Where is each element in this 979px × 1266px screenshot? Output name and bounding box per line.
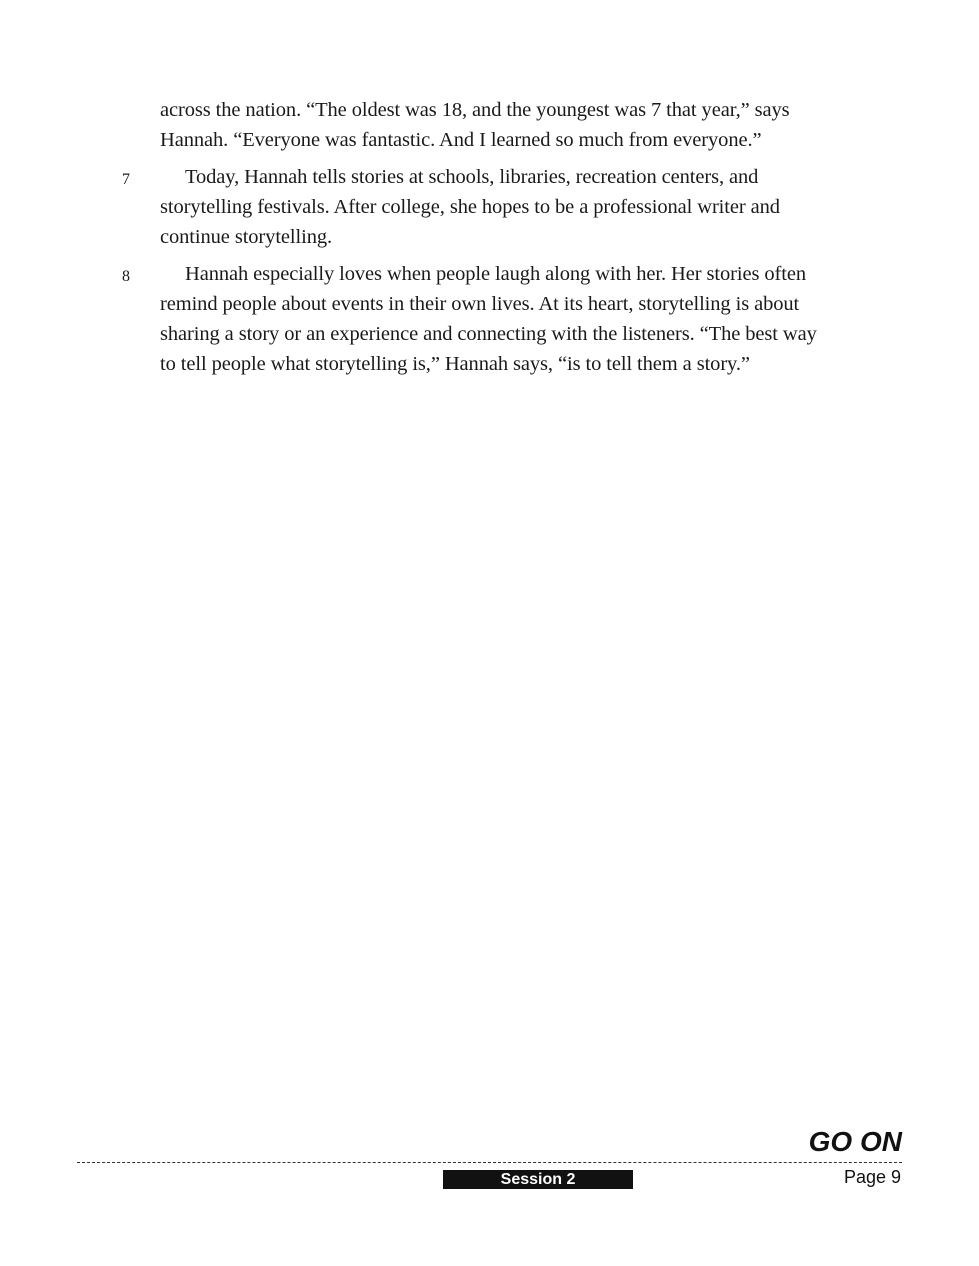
session-badge: Session 2 [443, 1170, 633, 1189]
go-on-label: GO ON [808, 1126, 902, 1157]
footer-divider [77, 1162, 902, 1163]
reading-passage [0, 95, 979, 386]
page-number: Page 9 [843, 1167, 901, 1187]
paragraph-text: Today, Hannah tells stories at schools, libraries, recreation centers, and storytelling festivals. After college, she hopes to be a professional writer and continue storytelling. [160, 166, 780, 248]
paragraph-continued [0, 95, 979, 155]
paragraph-8 [0, 259, 979, 379]
paragraph-text: across the nation. “The oldest was 18, and the youngest was 7 that year,” says Hannah. “Everyone was fantastic. And I learned so much from everyone.” [160, 99, 790, 151]
paragraph-number: 7 [122, 171, 130, 188]
paragraph-7 [0, 162, 979, 252]
paragraph-number: 8 [122, 268, 130, 285]
paragraph-text: Hannah especially loves when people laugh along with her. Her stories often remind people about events in their own lives. At its heart, storytelling is about sharing a story or an experience and connecting with the listeners. “The best way to tell people what storytelling is,” Hannah says, “is to tell them a story.” [160, 263, 817, 375]
